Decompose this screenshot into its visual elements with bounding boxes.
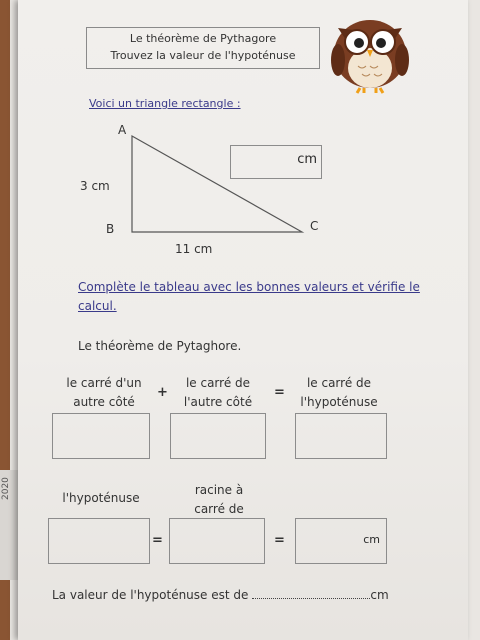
equals-sign-1: = <box>152 533 163 548</box>
row2-col1-label: l'hypoténuse <box>62 491 140 505</box>
final-unit: cm <box>370 588 389 602</box>
result-box[interactable] <box>295 518 387 564</box>
title-line-1: Le théorème de Pythagore <box>129 32 277 45</box>
row1-col3-label: le carré de l'hypoténuse <box>300 376 378 409</box>
square-side1-box[interactable] <box>52 413 150 459</box>
square-side2-box[interactable] <box>170 413 266 459</box>
owl-illustration <box>324 6 416 94</box>
equals-sign-2: = <box>274 533 285 548</box>
theorem-label: Le théorème de Pytaghore. <box>78 339 242 353</box>
worksheet <box>18 0 468 640</box>
equals-sign: = <box>274 385 285 400</box>
final-sentence-text: La valeur de l'hypoténuse est de <box>52 588 249 602</box>
final-sentence <box>52 588 389 602</box>
row1-col2-label: le carré de l'autre côté <box>183 376 253 409</box>
vertex-c-label: C <box>310 219 319 233</box>
result-unit: cm <box>363 533 380 546</box>
hypotenuse-unit: cm <box>297 152 317 167</box>
title-box <box>86 27 320 69</box>
plus-sign: + <box>157 385 168 400</box>
side-bc-label: 11 cm <box>175 242 213 256</box>
vertex-b-label: B <box>106 222 115 236</box>
answer-blank[interactable] <box>252 598 370 599</box>
vertex-a-label: A <box>118 123 127 137</box>
hypotenuse-answer-box[interactable] <box>230 145 322 179</box>
hypotenuse-box[interactable] <box>48 518 150 564</box>
title-line-2: Trouvez la valeur de l'hypoténuse <box>110 49 296 62</box>
instruction-text: Complète le tableau avec les bonnes valeurs et vérifie le calcul. <box>78 280 420 313</box>
row2-col2-label: racine à carré de <box>194 483 244 516</box>
side-ab-label: 3 cm <box>80 179 110 193</box>
square-root-box[interactable] <box>169 518 265 564</box>
square-hypotenuse-box[interactable] <box>295 413 387 459</box>
margin-text: 2020 <box>1 477 11 500</box>
intro-text: Voici un triangle rectangle : <box>89 97 241 110</box>
right-triangle <box>98 120 308 240</box>
row1-col1-label: le carré d'un autre côté <box>66 376 142 409</box>
